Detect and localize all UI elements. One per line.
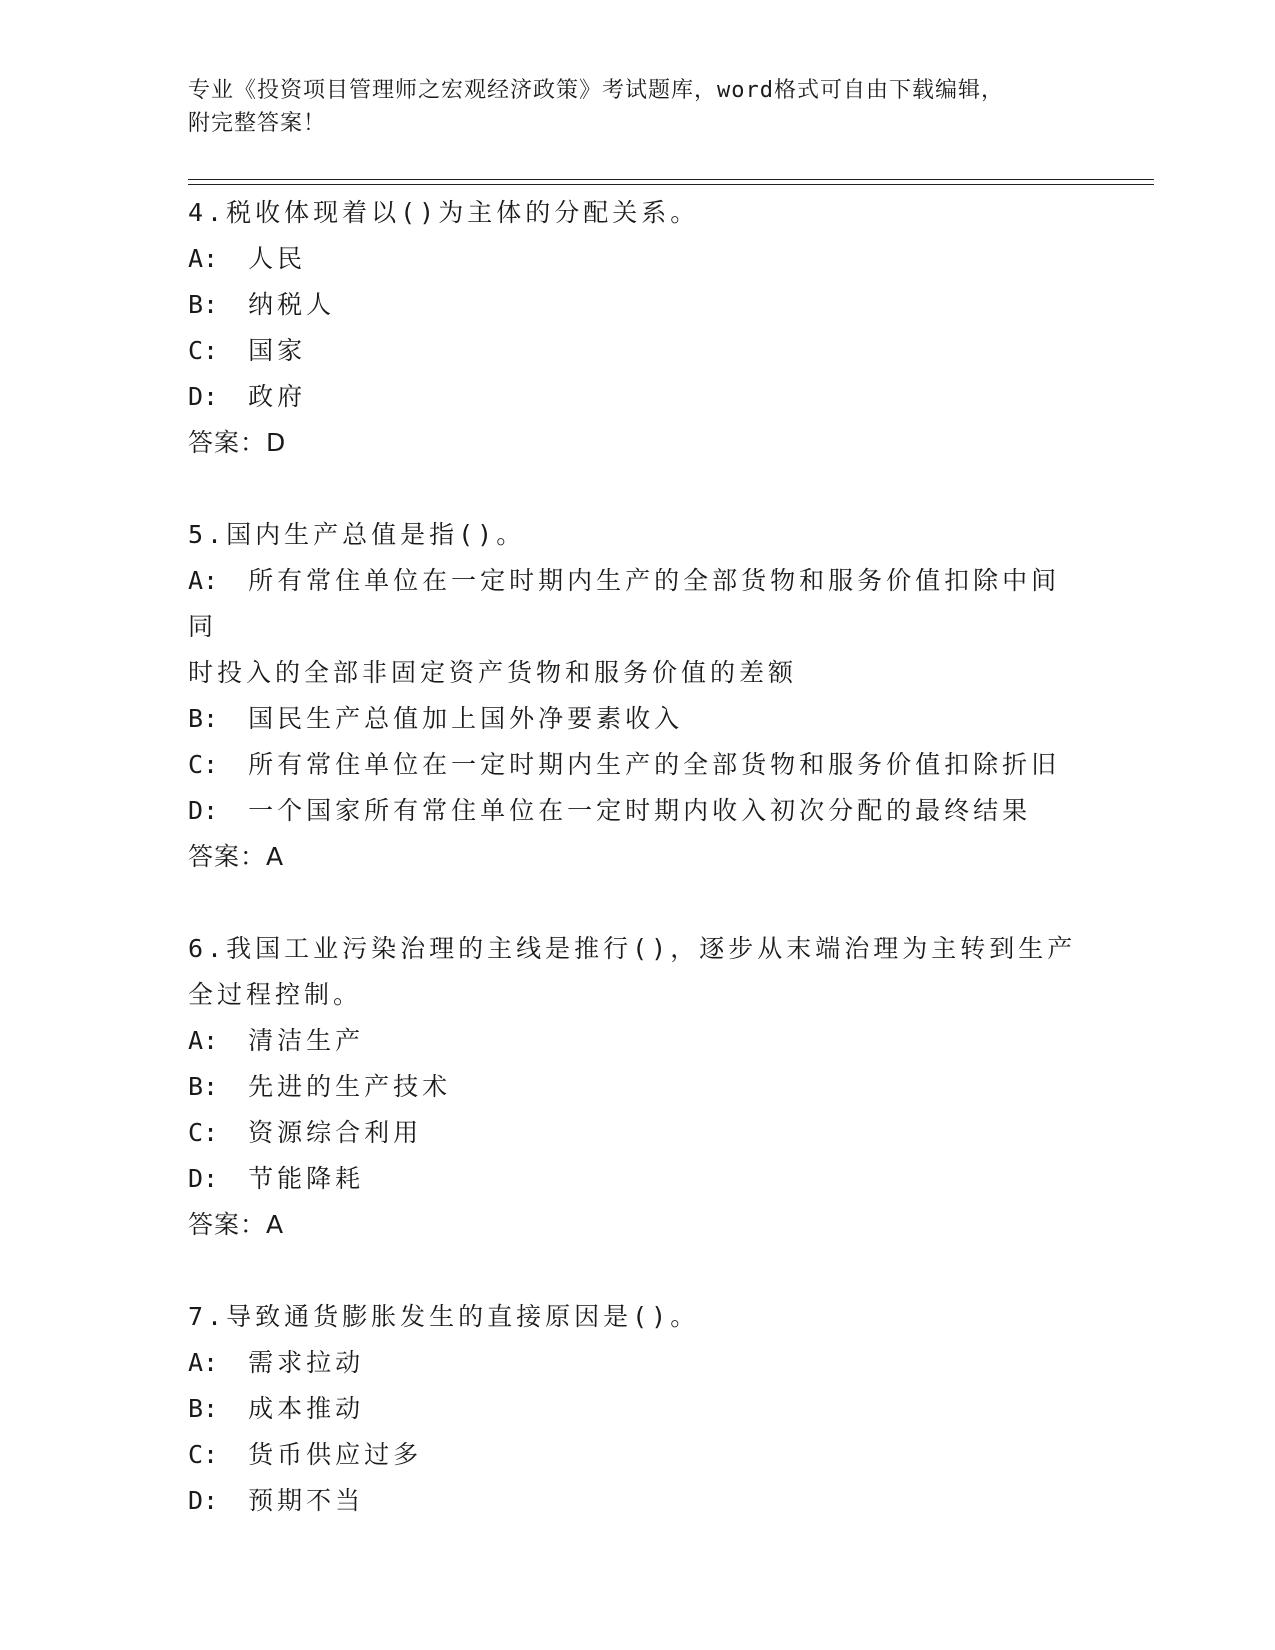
answer-option [188,558,1088,650]
header-line-2: 附完整答案！ [188,111,327,136]
answer-option [188,328,1088,374]
answer-option [188,742,1088,788]
question-block [188,512,1088,880]
answer-option [188,374,1088,420]
option-letter: A: [188,566,219,595]
question-stem: 6.我国工业污染治理的主线是推行()，逐步从末端治理为主转到生产 [188,934,1077,963]
question-block [188,190,1088,466]
option-text: 货币供应过多 [248,1440,423,1469]
option-letter: C: [188,750,219,779]
option-text-continued: 时投入的全部非固定资产货物和服务价值的差额 [188,658,798,687]
option-letter: C: [188,1440,219,1469]
option-text: 国民生产总值加上国外净要素收入 [248,704,684,733]
question-block [188,1294,1088,1524]
option-text: 纳税人 [248,290,336,319]
option-text: 资源综合利用 [248,1118,423,1147]
question-stem: 全过程控制。 [188,980,363,1009]
answer-option [188,1432,1088,1478]
answer-key: 答案：A [188,1210,285,1239]
question-block [188,926,1088,1248]
option-letter: A: [188,1348,219,1377]
option-letter: D: [188,1164,219,1193]
option-text: 政府 [248,382,307,411]
option-text: 清洁生产 [248,1026,365,1055]
option-text: 所有常住单位在一定时期内生产的全部货物和服务价值扣除折旧 [248,750,1061,779]
answer-key: 答案：D [188,428,287,457]
question-stem: 4.税收体现着以()为主体的分配关系。 [188,198,700,227]
answer-option [188,1064,1088,1110]
answer-option [188,1110,1088,1156]
option-text: 国家 [248,336,307,365]
option-text: 节能降耗 [248,1164,365,1193]
option-text: 预期不当 [248,1486,365,1515]
option-letter: C: [188,336,219,365]
header-line-1: 专业《投资项目管理师之宏观经济政策》考试题库，word格式可自由下载编辑， [188,78,1004,103]
option-letter: A: [188,1026,219,1055]
option-letter: D: [188,1486,219,1515]
answer-option [188,1386,1088,1432]
answer-option [188,1340,1088,1386]
answer-option [188,788,1088,834]
option-letter: B: [188,1394,219,1423]
question-stem: 7.导致通货膨胀发生的直接原因是()。 [188,1302,700,1331]
answer-option [188,1018,1088,1064]
option-letter: B: [188,290,219,319]
answer-option [188,282,1088,328]
document-header [188,74,1088,140]
answer-key: 答案：A [188,842,285,871]
option-letter: B: [188,704,219,733]
option-letter: A: [188,244,219,273]
answer-option [188,236,1088,282]
option-text: 所有常住单位在一定时期内生产的全部货物和服务价值扣除中间同 [188,566,1061,641]
option-letter: D: [188,796,219,825]
option-text: 先进的生产技术 [248,1072,452,1101]
answer-option [188,1478,1088,1524]
question-list [188,190,1088,1524]
header-divider [188,179,1154,185]
option-text: 一个国家所有常住单位在一定时期内收入初次分配的最终结果 [248,796,1032,825]
option-letter: C: [188,1118,219,1147]
option-text: 成本推动 [248,1394,365,1423]
answer-option [188,1156,1088,1202]
option-text: 需求拉动 [248,1348,365,1377]
question-stem: 5.国内生产总值是指()。 [188,520,526,549]
option-letter: B: [188,1072,219,1101]
answer-option [188,696,1088,742]
option-text: 人民 [248,244,307,273]
option-letter: D: [188,382,219,411]
